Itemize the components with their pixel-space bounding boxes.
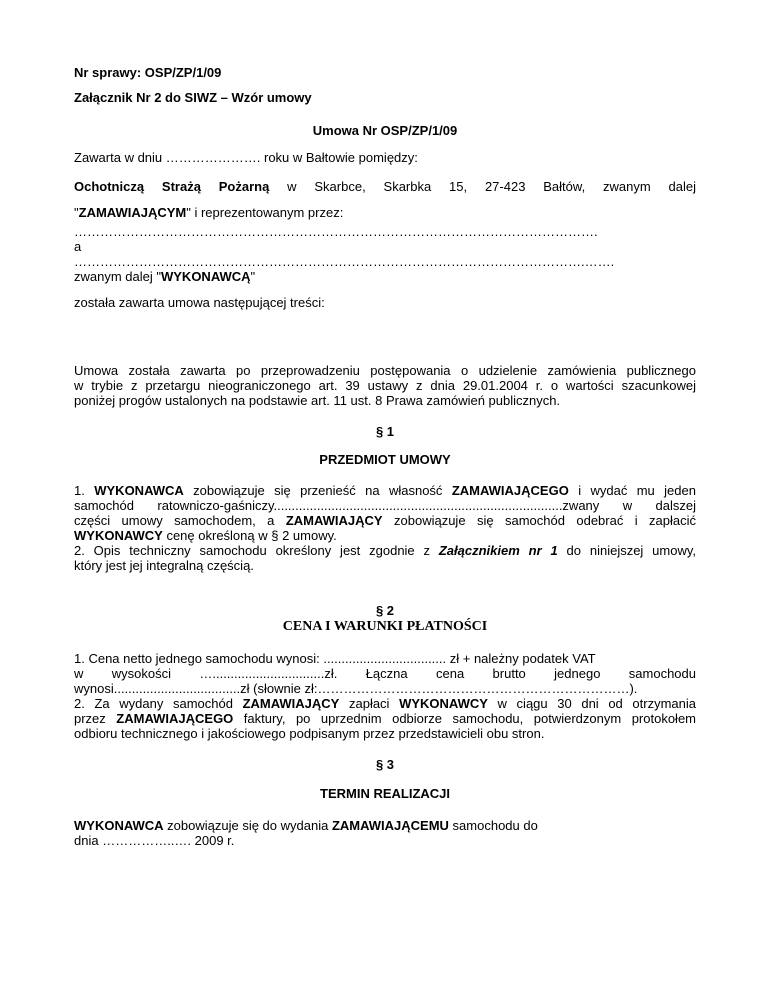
attachment-title: Załącznik Nr 2 do SIWZ – Wzór umowy (74, 90, 312, 105)
section-1-title: PRZEDMIOT UMOWY (319, 452, 451, 467)
case-number: Nr sprawy: OSP/ZP/1/09 (74, 65, 222, 80)
s2-line-6: odbioru technicznego i jakościowego podpisanym przez przedstawicieli obu stron. (74, 726, 545, 741)
section-2-title: CENA I WARUNKI PŁATNOŚCI (282, 619, 488, 634)
concluded-line: Zawarta w dniu …………………. roku w Bałtowie pomiędzy: (74, 150, 418, 165)
contract-title: Umowa Nr OSP/ZP/1/09 (312, 123, 458, 138)
s1-line-3: części umowy samochodem, a ZAMAWIAJĄCY zobowiązuje się samochód odebrać i zapłacić (74, 513, 697, 528)
s3-line-1: WYKONAWCA zobowiązuje się do wydania ZAMAWIAJĄCEMU samochodu do (74, 818, 538, 833)
section-2-number: § 2 (375, 603, 395, 618)
s3-line-2: dnia ……………..…. 2009 r. (74, 833, 235, 848)
contractor-dots: ……………………………………………………………………………………………………….……. (74, 254, 615, 269)
preamble-line-1: Umowa została zawarta po przeprowadzeniu postępowania o udzielenie zamówienia publicznego (74, 363, 696, 378)
s1-line-2: samochód ratowniczo-gaśniczy................................................................................zwany w dalszej (74, 498, 696, 513)
section-3-title: TERMIN REALIZACJI (320, 786, 450, 801)
party1-alias-line: "ZAMAWIAJĄCYM" i reprezentowanym przez: (74, 205, 344, 220)
s2-line-1: 1. Cena netto jednego samochodu wynosi: .................................. zł + należny podatek VAT (74, 651, 596, 666)
s1-line-6: który jest jej integralną częścią. (74, 558, 254, 573)
concluded-content: została zawarta umowa następującej treści: (74, 295, 325, 310)
s2-line-3: wynosi...................................zł (słownie zł:………………………………………………………………). (74, 681, 638, 696)
and-word: a (74, 239, 82, 254)
preamble-line-3: poniżej progów ustalonych na podstawie art. 11 ust. 8 Prawa zamówień publicznych. (74, 393, 561, 408)
representative-dots: …………………………………………………………………………………………………………. (74, 224, 598, 239)
s1-line-4: WYKONAWCY cenę określoną w § 2 umowy. (74, 528, 337, 543)
section-3-number: § 3 (375, 757, 395, 772)
s1-line-5: 2. Opis techniczny samochodu określony jest zgodnie z Załącznikiem nr 1 do niniejszej umowy, (74, 543, 696, 558)
party1-line: Ochotniczą Strażą Pożarną w Skarbce, Skarbka 15, 27-423 Bałtów, zwanym dalej (74, 179, 696, 194)
s1-line-1: 1. WYKONAWCA zobowiązuje się przenieść na własność ZAMAWIAJĄCEGO i wydać mu jeden (74, 483, 696, 498)
section-1-number: § 1 (375, 424, 395, 439)
preamble-line-2: w trybie z przetargu nieograniczonego art. 39 ustawy z dnia 29.01.2004 r. o wartości szacunkowej (74, 378, 696, 393)
s2-line-5: przez ZAMAWIAJĄCEGO faktury, po uprzednim odbiorze samochodu, potwierdzonym protokołem (74, 711, 696, 726)
s2-line-4: 2. Za wydany samochód ZAMAWIAJĄCY zapłaci WYKONAWCY w ciągu 30 dni od otrzymania (74, 696, 696, 711)
contractor-alias-line: zwanym dalej "WYKONAWCĄ" (74, 269, 256, 284)
s2-line-2: w wysokości …...............................zł. Łączna cena brutto jednego samochodu (74, 666, 696, 681)
